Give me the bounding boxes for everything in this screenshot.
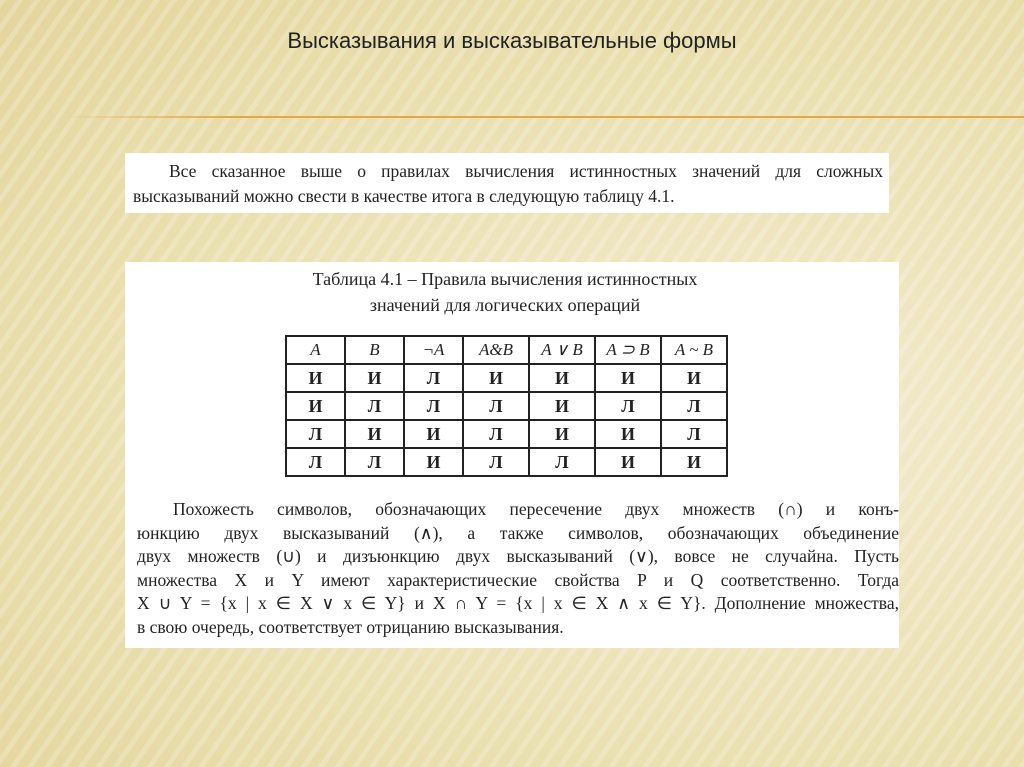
paragraph-line-6: в свою очередь, соответствует отрицанию высказывания. — [137, 616, 564, 637]
paragraph-line-4: множества X и Y имеют характеристические свойства P и Q соответственно. Тогда — [137, 569, 899, 590]
header-cell: A&B — [463, 336, 529, 364]
table-panel — [125, 262, 899, 648]
header-cell: A ~ B — [661, 336, 727, 364]
table-row — [286, 448, 727, 476]
table-cell: И — [286, 392, 345, 420]
table-cell: И — [661, 448, 727, 476]
table-cell: И — [595, 448, 661, 476]
paragraph-line-5: X ∪ Y = {x | x ∈ X ∨ x ∈ Y} и X ∩ Y = {x | x ∈ X ∧ x ∈ Y}. Дополнение множества, — [137, 593, 899, 613]
paragraph-line-1: Похожесть символов, обозначающих пересечение двух множеств (∩) и конъ- — [173, 499, 899, 519]
table-cell: Л — [345, 448, 404, 476]
table-caption — [125, 266, 899, 318]
truth-table — [285, 335, 728, 477]
table-row — [286, 420, 727, 448]
explanation-paragraph — [137, 498, 899, 639]
table-cell: Л — [404, 364, 463, 392]
header-cell: A ⊃ B — [595, 336, 661, 364]
table-cell: Л — [286, 420, 345, 448]
table-cell: И — [345, 420, 404, 448]
table-cell: Л — [595, 392, 661, 420]
title-divider — [60, 116, 1024, 118]
intro-panel — [125, 153, 889, 213]
table-cell: Л — [286, 448, 345, 476]
table-cell: И — [529, 392, 595, 420]
table-cell: И — [404, 420, 463, 448]
table-cell: Л — [661, 420, 727, 448]
table-cell: Л — [463, 420, 529, 448]
table-caption-line-2: значений для логических операций — [369, 295, 641, 315]
table-cell: И — [345, 364, 404, 392]
intro-text: Все сказанное выше о правилах вычисления истинностных значений для сложных высказываний можно свести в качестве итога в следующую таблицу 4.1. — [133, 161, 883, 206]
table-cell: Л — [404, 392, 463, 420]
table-row — [286, 364, 727, 392]
table-cell: И — [661, 364, 727, 392]
header-cell: B — [345, 336, 404, 364]
table-cell: И — [595, 364, 661, 392]
table-cell: И — [463, 364, 529, 392]
table-row — [286, 392, 727, 420]
table-cell: И — [529, 364, 595, 392]
header-cell: A — [286, 336, 345, 364]
table-header-row — [286, 336, 727, 364]
table-caption-line-1: Таблица 4.1 – Правила вычисления истинностных — [312, 269, 698, 289]
header-cell: A ∨ B — [529, 336, 595, 364]
table-cell: И — [595, 420, 661, 448]
table-cell: И — [286, 364, 345, 392]
paragraph-line-2: юнкцию двух высказываний (∧), а также символов, обозначающих объединение — [137, 522, 899, 543]
table-cell: И — [404, 448, 463, 476]
table-cell: Л — [529, 448, 595, 476]
table-cell: Л — [661, 392, 727, 420]
paragraph-line-3: двух множеств (∪) и дизъюнкцию двух высказываний (∨), вовсе не случайна. Пусть — [137, 546, 899, 566]
table-cell: Л — [463, 392, 529, 420]
table-cell: И — [529, 420, 595, 448]
table-cell: Л — [463, 448, 529, 476]
header-cell: ¬A — [404, 336, 463, 364]
slide-title: Высказывания и высказывательные формы — [287, 28, 737, 53]
table-cell: Л — [345, 392, 404, 420]
